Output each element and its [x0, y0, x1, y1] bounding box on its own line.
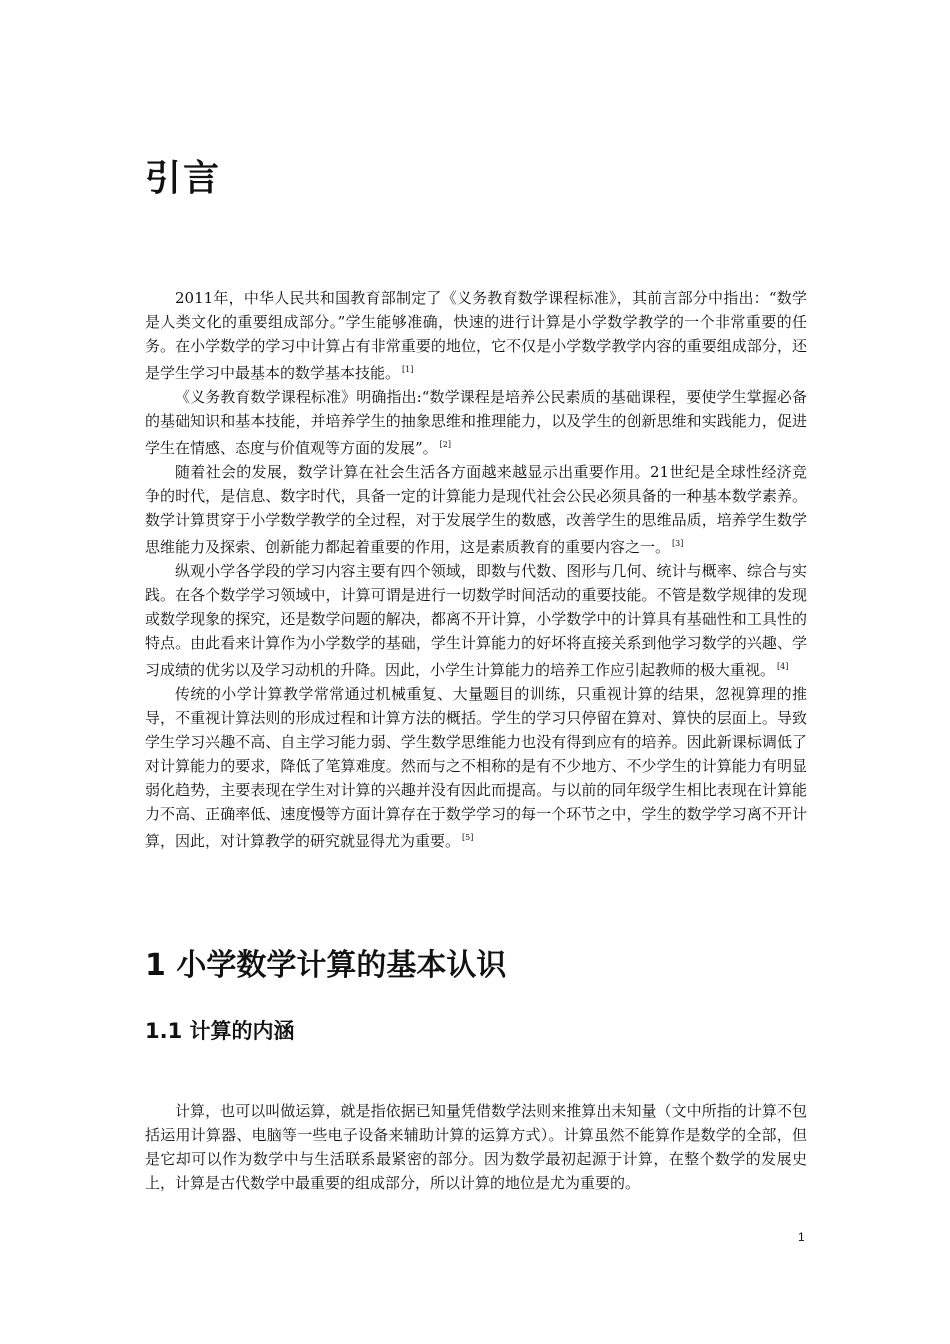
paragraph: 传统的小学计算教学常常通过机械重复、大量题目的训练，只重视计算的结果，忽视算理的推导，不重视计算法则的形成过程和计算方法的概括。学生的学习只停留在算对、算快的层面上。导致学生学习兴趣不高、自主学习能力弱、学生数学思维能力也没有得到应有的培养。因此新课标调低了对计算能力的要求，降低了笔算难度。然而与之不相称的是有不少地方、不少学生的计算能力有明显弱化趋势，主要表现在学生对计算的兴趣并没有因此而提高。与以前的同年级学生相比表现在计算能力不高、正确率低、速度慢等方面计算存在于数学学习的每一个环节之中，学生的数学学习离不开计算，因此，对计算教学的研究就显得尤为重要。 [5]	[145, 685, 807, 850]
intro-heading: 引言	[145, 158, 222, 199]
footnote-ref[interactable]: [4]	[777, 662, 789, 671]
paragraph: 纵观小学各学段的学习内容主要有四个领域，即数与代数、图形与几何、统计与概率、综合与实践。在各个数学学习领域中，计算可谓是进行一切数学时间活动的重要技能。不管是数学规律的发现或数学现象的探究，还是数学问题的解决，都离不开计算，小学数学中的计算具有基础性和工具性的特点。由此看来计算作为小学数学的基础，学生计算能力的好坏将直接关系到他学习数学的兴趣、学习成绩的优劣以及学习动机的升降。因此，小学生计算能力的培养工作应引起教师的极大重视。 [4]	[145, 562, 807, 679]
section-body	[145, 1099, 807, 1195]
footnote-ref[interactable]: [3]	[672, 539, 684, 548]
paragraph: 计算，也可以叫做运算，就是指依据已知量凭借数学法则来推算出未知量（文中所指的计算不包括运用计算器、电脑等一些电子设备来辅助计算的运算方式）。计算虽然不能算作是数学的全部，但是它却可以作为数学中与生活联系最紧密的部分。因为数学最初起源于计算，在整个数学的发展史上，计算是古代数学中最重要的组成部分，所以计算的地位是尤为重要的。	[145, 1102, 807, 1192]
footnote-ref[interactable]: [5]	[462, 833, 474, 842]
section-heading: 1 小学数学计算的基本认识	[145, 948, 507, 983]
paragraph: 随着社会的发展，数学计算在社会生活各方面越来越显示出重要作用。21世纪是全球性经济竞争的时代，是信息、数字时代，具备一定的计算能力是现代社会公民必须具备的一种基本数学素养。数学计算贯穿于小学数学教学的全过程，对于发展学生的数感，改善学生的思维品质，培养学生数学思维能力及探索、创新能力都起着重要的作用，这是素质教育的重要内容之一。 [3]	[145, 463, 807, 556]
footnote-ref[interactable]: [1]	[402, 365, 414, 374]
footnote-ref[interactable]: [2]	[439, 440, 452, 449]
paragraph: 2011年，中华人民共和国教育部制定了《义务教育数学课程标准》，其前言部分中指出：“数学是人类文化的重要组成部分。”学生能够准确，快速的进行计算是小学数学教学的一个非常重要的任务。在小学数学的学习中计算占有非常重要的地位，它不仅是小学数学教学内容的重要组成部分，还是学生学习中最基本的数学基本技能。 [1]	[145, 289, 807, 382]
paragraph: 《义务教育数学课程标准》明确指出:“数学课程是培养公民素质的基础课程，要使学生掌握必备的基础知识和基本技能，并培养学生的抽象思维和推理能力，以及学生的创新思维和实践能力，促进学生在情感、态度与价值观等方面的发展”。 [2]	[145, 388, 807, 457]
intro-body	[145, 286, 807, 853]
subsection-heading: 1.1 计算的内涵	[145, 1019, 295, 1043]
page-number: 1	[798, 1230, 805, 1244]
